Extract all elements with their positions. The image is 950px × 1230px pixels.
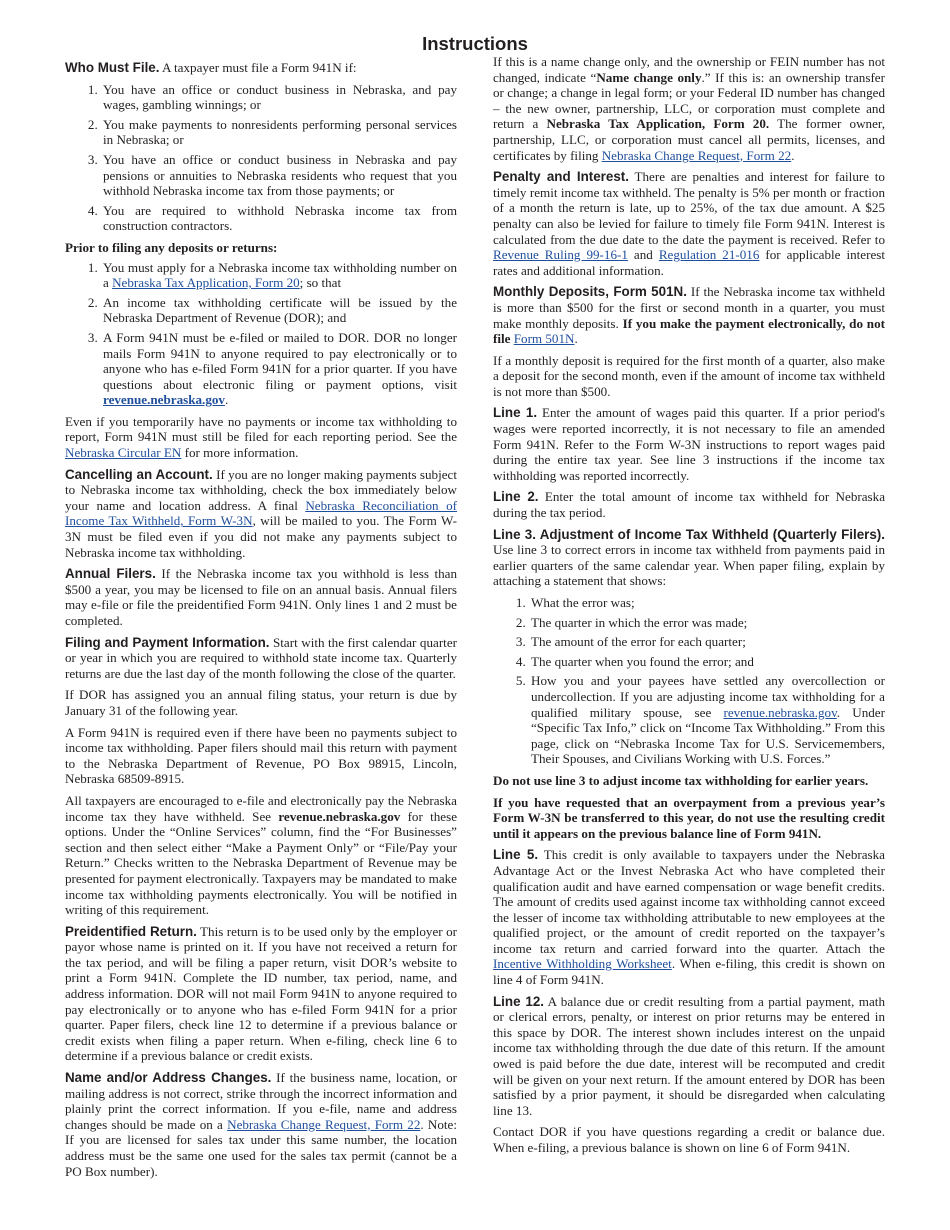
contact-paragraph: Contact DOR if you have questions regarding a credit or balance due. When e-filing, a previous balance is shown on line 6 of Form 941N. <box>493 1124 885 1155</box>
annual-status-paragraph: If DOR has assigned you an annual filing status, your return is due by January 31 of the following year. <box>65 687 457 718</box>
overpayment-note: If you have requested that an overpayment from a previous year’s Form W-3N be transferred to this year, do not use the resulting credit until it appears on the previous balance line of Form 941N. <box>493 794 885 841</box>
right-column: If this is a name change only, and the ownership or FEIN number has not changed, indicate “Name change only.” If this is: an ownership transfer or change; a change in legal form; or your Federal ID number has changed – the new owner, partnership, LLC, or corporation must complete and return a Nebraska Tax Application, Form 20. The former owner, partnership, LLC, or corporation must cancel all permits, licenses, and certificates by filing Nebraska Change Request, Form 22. Penalty and Interest. There are penalties and interest for failure to timely remit income tax withheld. The penalty is 5% per month or fraction of a month the return is late, up to 25%, of the tax due amount. A $25 penalty can also be levied for failure to timely file Form 941N. Interest is calculated from the due date to the date the payment is received. Refer to Revenue Ruling 99-16-1 and Regulation 21-016 for applicable interest rates and additional information. Monthly Deposits, Form 501N. If the Nebraska income tax withheld is more than $500 for the first or second month in a quarter, you must make monthly deposits. If you make the payment electronically, do not file Form 501N. If a monthly deposit is required for the first month of a quarter, also make a deposit for the second month, even if the amount of income tax withheld is not more than $500. Line 1. Enter the amount of wages paid this quarter. If a prior period's wages were reported incorrectly, it is not necessary to file an amended Form 941N. Refer to the Form W-3N instructions to report wages paid during the entire tax year. See line 3 instructions if the income tax withholding was reported incorrectly. Line 2. Enter the total amount of income tax withheld for Nebraska during the tax period. Line 3. Adjustment of Income Tax Withheld (Quarterly Filers). Use line 3 to correct errors in income tax withheld from payments paid in earlier quarters of the same calendar year. When paper filing, explain by attaching a statement that shows: 1. What the error was; 2. The quarter in which the error was made; 3. The amount of the error for each quarter; 4. The quarter when you found the error; and 5. How you and your payees have settled any overcollection or undercollection. If you are adjusting income tax withholding for a qualified military spouse, see revenue.nebraska.gov. Under “Specific Tax Info,” click on “Income Tax Withholding.” From this page, click on “Nebraska Income Tax for U.S. Servicemembers, Their Spouses, and Civilians Working with U.S. Forces.” Do not use line 3 to adjust income tax withholding for earlier years. If you have requested that an overpayment from a previous year’s Form W-3N be transferred to this year, do not use the resulting credit until it appears on the previous balance line of Form 941N. Line 5. This credit is only available to taxpayers under the Nebraska Advantage Act or the Invest Nebraska Act who have completed their qualification audit and have earned compensation or wage benefit credits. The amount of credits used against income tax withholding cannot exceed the lesser of income tax withholding attributable to new employees at the qualified project, or the amount of credit reported on the taxpayer’s income tax return and carried forward into the quarter. Attach the Incentive Withholding Worksheet. When e-filing, this credit is shown on line 4 of Form 941N. Line 12. A balance due or credit resulting from a partial payment, math or clerical errors, penalty, or interest on prior returns may be entered in this space by DOR. The interest shown includes interest on the unpaid income tax withholding through the due date of this return. If the amount owed is paid before the due date, interest will be recomputed and credit will be given on your next return. If the amount entered by DOR has been satisfied by a prior payment, it should be disregarded when calculating line 13. Contact DOR if you have questions regarding a credit or balance due. When e-filing, a previous balance is shown on line 6 of Form 941N. <box>493 54 885 1162</box>
filing-payment-heading: Filing and Payment Information. <box>65 634 270 650</box>
who-must-file-heading: Who Must File. <box>65 60 160 75</box>
list-item: 2. You make payments to nonresidents performing personal services in Nebraska; or <box>101 117 457 148</box>
revenue-website-link[interactable]: revenue.nebraska.gov <box>723 704 837 720</box>
list-item: 1. You have an office or conduct business in Nebraska, and pay wages, gambling winnings; or <box>101 82 457 113</box>
list-item: 4. You are required to withhold Nebraska income tax from construction contractors. <box>101 203 457 234</box>
line-3-list <box>493 595 885 767</box>
earlier-years-note: Do not use line 3 to adjust income tax withholding for earlier years. <box>493 772 869 788</box>
line-3-heading: Line 3. Adjustment of Income Tax Withheld (Quarterly Filers). <box>493 526 885 542</box>
line-2-heading: Line 2. <box>493 489 539 505</box>
preidentified-return-heading: Preidentified Return. <box>65 923 197 939</box>
cancelling-account-heading: Cancelling an Account. <box>65 466 213 482</box>
circular-en-link[interactable]: Nebraska Circular EN <box>65 445 182 461</box>
revenue-website-text: revenue.nebraska.gov <box>278 808 401 824</box>
list-item: 1. What the error was; <box>529 595 885 611</box>
line-1-heading: Line 1. <box>493 405 538 421</box>
list-item: 2. An income tax withholding certificate will be issued by the Nebraska Department of Revenue (DOR); and <box>101 295 457 326</box>
form-20-link[interactable]: Nebraska Tax Application, Form 20 <box>112 275 300 291</box>
list-item: 3. You have an office or conduct business in Nebraska and pay pensions or annuities to Nebraska residents who request that you withhold Nebraska income tax from those payments; or <box>101 152 457 199</box>
electronic-payment-paragraph: All taxpayers are encouraged to e-file and electronically pay the Nebraska income tax they have withheld. See revenue.nebraska.gov for these options. Under the “Online Services” column, find the “For Businesses” section and then select either “Make a Payment Only” or “File/Pay your Return.” Checks written to the Nebraska Department of Revenue may be presented for payment electronically. Taxpayers may be mandated to make income tax withholding payments electronically. You will be notified in writing of this requirement. <box>65 792 457 918</box>
form-required-paragraph: A Form 941N is required even if there have been no payments subject to income tax withholding. Paper filers should mail this return with payment to the Nebraska Department of Revenue, PO Box 98915, Lincoln, Nebraska 68509-8915. <box>65 724 457 787</box>
list-item: 2. The quarter in which the error was made; <box>529 615 885 631</box>
list-item: 3. The amount of the error for each quarter; <box>529 634 885 650</box>
list-item: 5. How you and your payees have settled any overcollection or undercollection. If you are adjusting income tax withholding for a qualified military spouse, see revenue.nebraska.gov. Under “Specific Tax Info,” click on “Income Tax Withholding.” From this page, click on “Nebraska Income Tax for U.S. Servicemembers, Their Spouses, and Civilians Working with U.S. Forces.” <box>529 673 885 767</box>
revenue-website-link[interactable]: revenue.nebraska.gov <box>103 392 225 408</box>
left-column: Who Must File. A taxpayer must file a Form 941N if: 1. You have an office or conduct business in Nebraska, and pay wages, gambling winnings; or 2. You make payments to nonresidents performing personal services in Nebraska; or 3. You have an office or conduct business in Nebraska and pay pensions or annuities to Nebraska residents who request that you withhold Nebraska income tax from those payments; or 4. You are required to withhold Nebraska income tax from construction contractors. Prior to filing any deposits or returns: 1. You must apply for a Nebraska income tax withholding number on a Nebraska Tax Application, Form 20; so that 2. An income tax withholding certificate will be issued by the Nebraska Department of Revenue (DOR); and 3. A Form 941N must be e-filed or mailed to DOR. DOR no longer mails Form 941N to anyone required to pay electronically or to anyone who has e-filed Form 941N for a prior quarter. If you have questions about electronic filing or payment options, visit revenue.nebraska.gov. Even if you temporarily have no payments or income tax withholding to report, Form 941N must still be filed for each reporting period. See the Nebraska Circular EN for more information. Cancelling an Account. If you are no longer making payments subject to Nebraska income tax withholding, check the box immediately below your name and location address. A final Nebraska Reconciliation of Income Tax Withheld, Form W-3N, will be mailed to you. The Form W-3N must be filed even if you did not make any payments subject to Nebraska income tax withholding. Annual Filers. If the Nebraska income tax you withhold is less than $500 a year, you may be licensed to file on an annual basis. Annual filers may e-file or file the preidentified Form 941N. Only lines 1 and 2 must be completed. Filing and Payment Information. Start with the first calendar quarter or year in which you are required to withhold state income tax. Quarterly returns are due the last day of the month following the close of the quarter. If DOR has assigned you an annual filing status, your return is due by January 31 of the following year. A Form 941N is required even if there have been no payments subject to income tax withholding. Paper filers should mail this return with payment to the Nebraska Department of Revenue, PO Box 98915, Lincoln, Nebraska 68509-8915. All taxpayers are encouraged to e-file and electronically pay the Nebraska income tax they have withheld. See revenue.nebraska.gov for these options. Under the “Online Services” column, find the “For Businesses” section and then select either “Make a Payment Only” or “File/Pay your Return.” Checks written to the Nebraska Department of Revenue may be presented for payment electronically. Taxpayers may be mandated to make income tax withholding payments electronically. You will be notified in writing of this requirement. Preidentified Return. This return is to be used only by the employer or payor whose name is printed on it. If you have not received a return for the tax period, and will be filing a paper return, visit DOR’s website to print a Form 941N. Complete the ID number, tax period, name, and address information. DOR will not mail Form 941N to anyone required to pay electronically or to anyone who has e-filed Form 941N for a prior quarter. Paper filers, check line 12 to determine if a previous balance or credit exists when filing a paper return. When e-filing, check line 6 to determine if a previous balance or credit exists. Name and/or Address Changes. If the business name, location, or mailing address is not correct, strike through the incorrect information and plainly print the correct information. If you e-file, name and address changes should be made on a Nebraska Change Request, Form 22. Note: If you are licensed for sales tax under this same number, the location address must be the same one used for the sales tax permit (cannot be a PO Box number). <box>65 54 457 1185</box>
page-title: Instructions <box>422 33 528 54</box>
form-w3n-link[interactable]: Nebraska Reconciliation of Income Tax Withheld, Form W-3N <box>65 497 457 529</box>
list-item: 1. You must apply for a Nebraska income tax withholding number on a Nebraska Tax Application, Form 20; so that <box>101 260 457 291</box>
form-501n-link[interactable]: Form 501N <box>513 331 575 347</box>
even-if-paragraph: Even if you temporarily have no payments or income tax withholding to report, Form 941N must still be filed for each reporting period. See the Nebraska Circular EN for more information. <box>65 413 457 461</box>
prior-filing-list <box>65 260 457 408</box>
line-5-heading: Line 5. <box>493 847 539 863</box>
monthly-deposits-heading: Monthly Deposits, Form 501N. <box>493 284 687 300</box>
prior-filing-heading: Prior to filing any deposits or returns: <box>65 239 278 255</box>
form-22-link[interactable]: Nebraska Change Request, Form 22 <box>601 147 792 163</box>
incentive-worksheet-link[interactable]: Incentive Withholding Worksheet <box>493 956 672 972</box>
annual-filers-heading: Annual Filers. <box>65 566 156 582</box>
list-item: 3. A Form 941N must be e-filed or mailed to DOR. DOR no longer mails Form 941N to anyone required to pay electronically or to anyone who has e-filed Form 941N for a prior quarter. If you have questions about electronic filing or payment options, visit revenue.nebraska.gov. <box>101 330 457 408</box>
who-must-file-list <box>65 82 457 234</box>
form-22-link[interactable]: Nebraska Change Request, Form 22 <box>227 1116 421 1132</box>
line-12-heading: Line 12. <box>493 993 544 1009</box>
regulation-link[interactable]: Regulation 21-016 <box>658 247 760 263</box>
penalty-interest-heading: Penalty and Interest. <box>493 169 629 185</box>
name-change-paragraph: If this is a name change only, and the ownership or FEIN number has not changed, indicate “Name change only.” If this is: an ownership transfer or change; a change in legal form; or your Federal ID number has changed – the new owner, partnership, LLC, or corporation must complete and return a Nebraska Tax Application, Form 20. The former owner, partnership, LLC, or corporation must cancel all permits, licenses, and certificates by filing Nebraska Change Request, Form 22. <box>493 54 885 163</box>
list-item: 4. The quarter when you found the error; and <box>529 654 885 670</box>
name-address-heading: Name and/or Address Changes. <box>65 1070 272 1086</box>
revenue-ruling-link[interactable]: Revenue Ruling 99-16-1 <box>493 247 628 263</box>
second-month-paragraph: If a monthly deposit is required for the first month of a quarter, also make a deposit for the second month, even if the amount of income tax withheld is not more than $500. <box>493 352 885 399</box>
